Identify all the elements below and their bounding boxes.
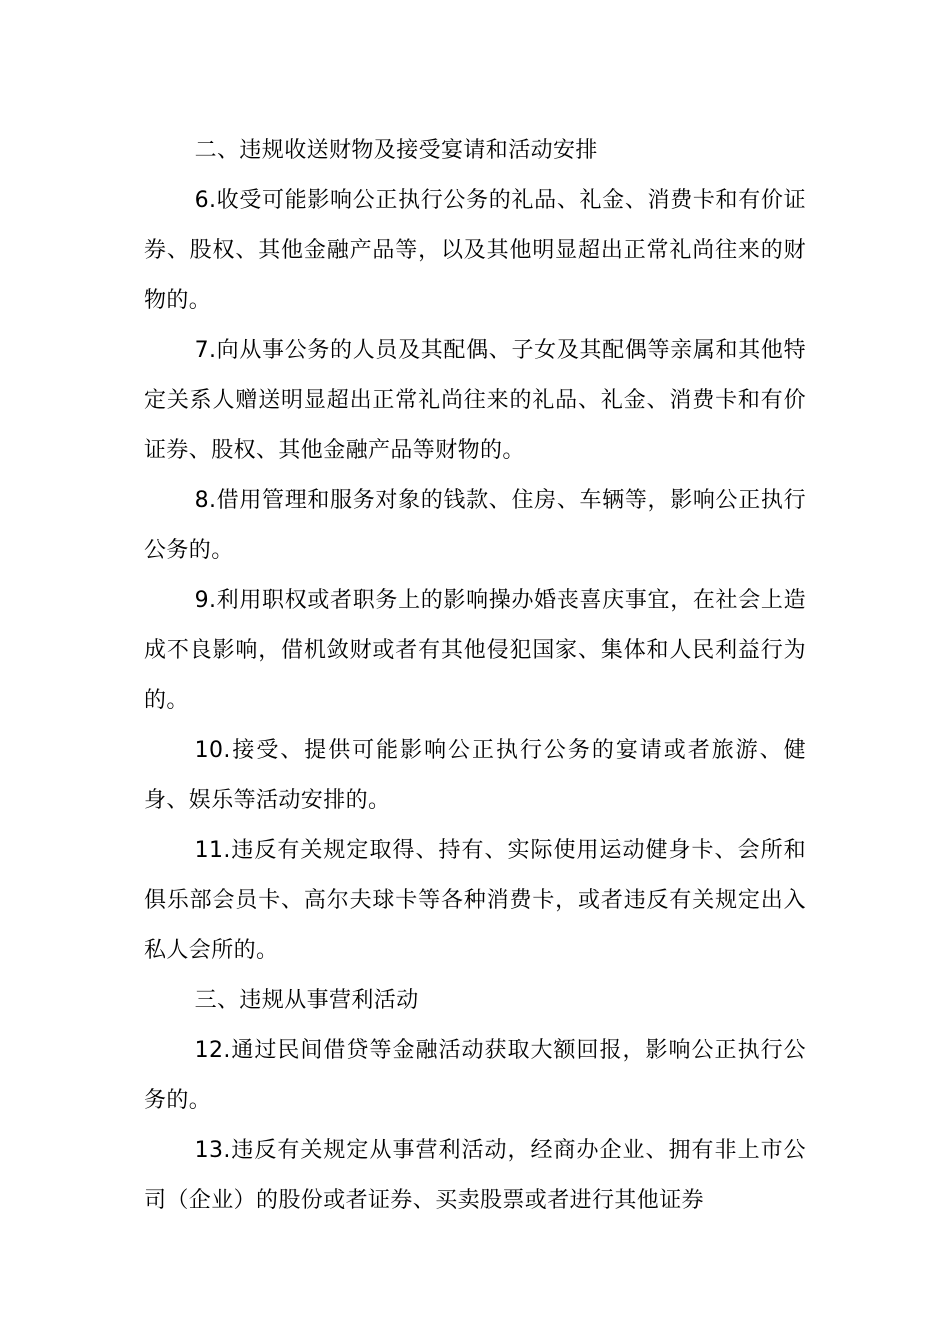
clause-10: 10.接受、提供可能影响公正执行公务的宴请或者旅游、健身、娱乐等活动安排的。: [144, 738, 806, 813]
clause-13: 13.违反有关规定从事营利活动，经商办企业、拥有非上市公司（企业）的股份或者证券、买卖股票或者进行其他证券: [144, 1138, 806, 1213]
clause-6: 6.收受可能影响公正执行公务的礼品、礼金、消费卡和有价证券、股权、其他金融产品等，以及其他明显超出正常礼尚往来的财物的。: [144, 188, 806, 313]
clause-12: 12.通过民间借贷等金融活动获取大额回报，影响公正执行公务的。: [144, 1038, 806, 1113]
section-heading-3: 三、违规从事营利活动: [194, 988, 419, 1013]
clause-9: 9.利用职权或者职务上的影响操办婚丧喜庆事宜，在社会上造成不良影响，借机敛财或者有其他侵犯国家、集体和人民利益行为的。: [144, 588, 806, 713]
clause-7: 7.向从事公务的人员及其配偶、子女及其配偶等亲属和其他特定关系人赠送明显超出正常礼尚往来的礼品、礼金、消费卡和有价证券、股权、其他金融产品等财物的。: [144, 338, 806, 463]
document-body: [144, 126, 806, 1226]
clause-11: 11.违反有关规定取得、持有、实际使用运动健身卡、会所和俱乐部会员卡、高尔夫球卡等各种消费卡，或者违反有关规定出入私人会所的。: [144, 838, 806, 963]
clause-8: 8.借用管理和服务对象的钱款、住房、车辆等，影响公正执行公务的。: [144, 488, 806, 563]
section-heading-2: 二、违规收送财物及接受宴请和活动安排: [194, 138, 598, 163]
